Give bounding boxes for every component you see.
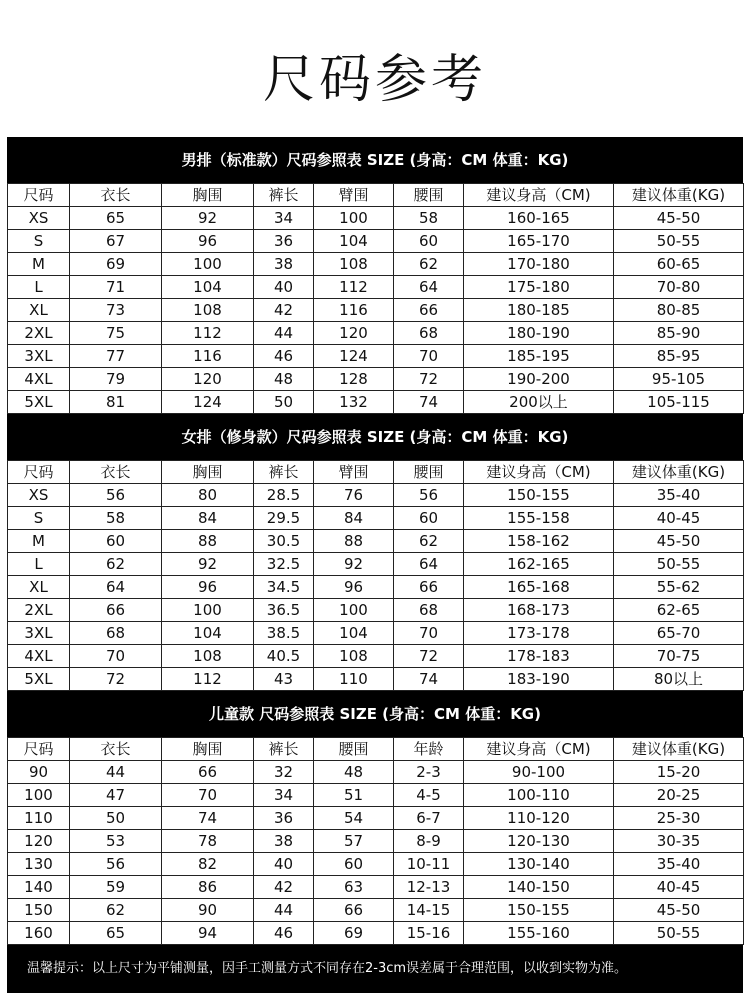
table-cell: 140 xyxy=(8,876,70,899)
table-cell: 60 xyxy=(394,230,464,253)
table-row xyxy=(8,668,744,691)
table-cell: 4-5 xyxy=(394,784,464,807)
table-cell: 66 xyxy=(162,761,254,784)
table-cell: 62-65 xyxy=(614,599,744,622)
table-cell: 71 xyxy=(70,276,162,299)
table-cell: 112 xyxy=(162,668,254,691)
table-cell: 44 xyxy=(254,899,314,922)
table-cell: 68 xyxy=(394,599,464,622)
table-cell: 25-30 xyxy=(614,807,744,830)
table-cell: 45-50 xyxy=(614,530,744,553)
table-cell: 45-50 xyxy=(614,207,744,230)
table-row xyxy=(8,761,744,784)
table-cell: 90 xyxy=(162,899,254,922)
column-header: 尺码 xyxy=(8,184,70,207)
table-cell: 120 xyxy=(314,322,394,345)
table-cell: 34 xyxy=(254,784,314,807)
table-cell: 56 xyxy=(394,484,464,507)
table-cell: 90 xyxy=(8,761,70,784)
table-row xyxy=(8,899,744,922)
table-cell: 180-185 xyxy=(464,299,614,322)
table-cell: M xyxy=(8,253,70,276)
table-cell: 2-3 xyxy=(394,761,464,784)
table-cell: 68 xyxy=(70,622,162,645)
table-row xyxy=(8,599,744,622)
table-cell: 75 xyxy=(70,322,162,345)
table-cell: 50 xyxy=(70,807,162,830)
table-cell: 50 xyxy=(254,391,314,414)
table-cell: 64 xyxy=(394,276,464,299)
table-cell: 2XL xyxy=(8,322,70,345)
table-cell: 62 xyxy=(394,253,464,276)
table-cell: 40-45 xyxy=(614,876,744,899)
table-cell: 20-25 xyxy=(614,784,744,807)
table-cell: 67 xyxy=(70,230,162,253)
table-cell: 165-170 xyxy=(464,230,614,253)
column-header: 裤长 xyxy=(254,738,314,761)
table-row xyxy=(8,922,744,945)
table-cell: 12-13 xyxy=(394,876,464,899)
table-cell: 160-165 xyxy=(464,207,614,230)
table-cell: 82 xyxy=(162,853,254,876)
column-header: 胸围 xyxy=(162,184,254,207)
table-cell: 66 xyxy=(394,576,464,599)
table-cell: 3XL xyxy=(8,622,70,645)
table-cell: 29.5 xyxy=(254,507,314,530)
table-cell: 56 xyxy=(70,853,162,876)
table-cell: 5XL xyxy=(8,668,70,691)
table-cell: 110 xyxy=(8,807,70,830)
table-cell: 48 xyxy=(254,368,314,391)
table-cell: 4XL xyxy=(8,368,70,391)
table-cell: 92 xyxy=(314,553,394,576)
table-cell: 74 xyxy=(162,807,254,830)
table-cell: 15-16 xyxy=(394,922,464,945)
table-cell: 34.5 xyxy=(254,576,314,599)
table-cell: 58 xyxy=(394,207,464,230)
table-cell: S xyxy=(8,507,70,530)
table-cell: XS xyxy=(8,207,70,230)
table-cell: 50-55 xyxy=(614,230,744,253)
table-cell: 62 xyxy=(70,553,162,576)
table-cell: 112 xyxy=(314,276,394,299)
table-cell: 46 xyxy=(254,345,314,368)
table-cell: 74 xyxy=(394,391,464,414)
table-cell: 38 xyxy=(254,830,314,853)
table-cell: 72 xyxy=(394,645,464,668)
column-header: 裤长 xyxy=(254,461,314,484)
column-header: 年龄 xyxy=(394,738,464,761)
table-cell: XL xyxy=(8,576,70,599)
table-cell: 42 xyxy=(254,876,314,899)
table-cell: 32.5 xyxy=(254,553,314,576)
table-cell: 85-95 xyxy=(614,345,744,368)
table-cell: M xyxy=(8,530,70,553)
size-table xyxy=(7,737,744,945)
table-cell: 108 xyxy=(162,299,254,322)
table-cell: 124 xyxy=(162,391,254,414)
table-cell: 140-150 xyxy=(464,876,614,899)
table-cell: 90-100 xyxy=(464,761,614,784)
table-cell: 3XL xyxy=(8,345,70,368)
table-cell: 4XL xyxy=(8,645,70,668)
table-cell: 112 xyxy=(162,322,254,345)
table-cell: 178-183 xyxy=(464,645,614,668)
column-header: 建议身高（CM) xyxy=(464,184,614,207)
table-cell: 64 xyxy=(394,553,464,576)
table-cell: 56 xyxy=(70,484,162,507)
table-cell: 80以上 xyxy=(614,668,744,691)
table-cell: 168-173 xyxy=(464,599,614,622)
page-title: 尺码参考 xyxy=(262,50,487,110)
table-cell: 165-168 xyxy=(464,576,614,599)
table-cell: 116 xyxy=(162,345,254,368)
table-cell: 50-55 xyxy=(614,922,744,945)
table-cell: 46 xyxy=(254,922,314,945)
table-cell: 175-180 xyxy=(464,276,614,299)
table-cell: 108 xyxy=(314,253,394,276)
table-cell: 104 xyxy=(162,276,254,299)
table-cell: 44 xyxy=(70,761,162,784)
table-cell: 28.5 xyxy=(254,484,314,507)
table-cell: 70 xyxy=(394,345,464,368)
table-cell: 30.5 xyxy=(254,530,314,553)
table-cell: 15-20 xyxy=(614,761,744,784)
section-header: 男排（标准款）尺码参照表 SIZE (身高：CM 体重：KG) xyxy=(7,137,743,183)
table-cell: 162-165 xyxy=(464,553,614,576)
table-cell: 84 xyxy=(314,507,394,530)
table-cell: 66 xyxy=(314,899,394,922)
table-row xyxy=(8,784,744,807)
table-cell: 60 xyxy=(70,530,162,553)
table-cell: 72 xyxy=(394,368,464,391)
table-cell: 105-115 xyxy=(614,391,744,414)
column-header: 腰围 xyxy=(394,184,464,207)
table-cell: 70-80 xyxy=(614,276,744,299)
column-header: 腰围 xyxy=(394,461,464,484)
table-cell: 120 xyxy=(8,830,70,853)
size-table xyxy=(7,183,744,414)
table-cell: 116 xyxy=(314,299,394,322)
table-cell: 10-11 xyxy=(394,853,464,876)
table-row xyxy=(8,553,744,576)
table-cell: 38.5 xyxy=(254,622,314,645)
table-cell: 66 xyxy=(394,299,464,322)
column-header: 臂围 xyxy=(314,184,394,207)
table-cell: 44 xyxy=(254,322,314,345)
column-header: 衣长 xyxy=(70,461,162,484)
table-row xyxy=(8,853,744,876)
table-cell: 110 xyxy=(314,668,394,691)
table-cell: 69 xyxy=(70,253,162,276)
table-cell: 158-162 xyxy=(464,530,614,553)
table-cell: 88 xyxy=(314,530,394,553)
table-cell: 128 xyxy=(314,368,394,391)
table-row xyxy=(8,322,744,345)
table-cell: 2XL xyxy=(8,599,70,622)
column-header: 建议体重(KG) xyxy=(614,461,744,484)
table-cell: 86 xyxy=(162,876,254,899)
column-header: 建议体重(KG) xyxy=(614,184,744,207)
table-cell: 185-195 xyxy=(464,345,614,368)
table-cell: 108 xyxy=(314,645,394,668)
table-cell: 73 xyxy=(70,299,162,322)
table-cell: 66 xyxy=(70,599,162,622)
table-cell: 36 xyxy=(254,230,314,253)
table-cell: 84 xyxy=(162,507,254,530)
table-row xyxy=(8,345,744,368)
table-cell: 65-70 xyxy=(614,622,744,645)
table-cell: 100 xyxy=(8,784,70,807)
table-cell: 95-105 xyxy=(614,368,744,391)
table-cell: 62 xyxy=(394,530,464,553)
footer-note: 温馨提示：以上尺寸为平铺测量，因手工测量方式不同存在2-3cm误差属于合理范围，以收到实物为准。 xyxy=(7,945,743,993)
table-cell: 100 xyxy=(162,599,254,622)
column-header: 衣长 xyxy=(70,738,162,761)
table-row xyxy=(8,576,744,599)
table-cell: 100 xyxy=(162,253,254,276)
table-cell: 155-158 xyxy=(464,507,614,530)
table-cell: 79 xyxy=(70,368,162,391)
table-row xyxy=(8,230,744,253)
table-cell: 8-9 xyxy=(394,830,464,853)
table-cell: 54 xyxy=(314,807,394,830)
table-cell: 58 xyxy=(70,507,162,530)
table-cell: 45-50 xyxy=(614,899,744,922)
table-cell: 110-120 xyxy=(464,807,614,830)
column-header: 胸围 xyxy=(162,738,254,761)
table-cell: 96 xyxy=(314,576,394,599)
table-cell: 64 xyxy=(70,576,162,599)
table-row xyxy=(8,391,744,414)
table-cell: 96 xyxy=(162,230,254,253)
table-row xyxy=(8,807,744,830)
table-cell: 155-160 xyxy=(464,922,614,945)
table-cell: 150-155 xyxy=(464,484,614,507)
table-header-row xyxy=(8,738,744,761)
table-row xyxy=(8,368,744,391)
table-cell: 104 xyxy=(314,230,394,253)
table-cell: 14-15 xyxy=(394,899,464,922)
column-header: 建议体重(KG) xyxy=(614,738,744,761)
table-cell: 68 xyxy=(394,322,464,345)
table-cell: 100 xyxy=(314,599,394,622)
table-cell: 132 xyxy=(314,391,394,414)
table-cell: 200以上 xyxy=(464,391,614,414)
table-cell: 76 xyxy=(314,484,394,507)
table-cell: 70 xyxy=(394,622,464,645)
table-header-row xyxy=(8,184,744,207)
table-cell: 85-90 xyxy=(614,322,744,345)
table-cell: 62 xyxy=(70,899,162,922)
table-cell: 180-190 xyxy=(464,322,614,345)
table-cell: 53 xyxy=(70,830,162,853)
table-cell: 69 xyxy=(314,922,394,945)
table-cell: 80-85 xyxy=(614,299,744,322)
column-header: 建议身高（CM) xyxy=(464,738,614,761)
table-cell: 72 xyxy=(70,668,162,691)
table-cell: 32 xyxy=(254,761,314,784)
table-cell: 92 xyxy=(162,553,254,576)
table-cell: 88 xyxy=(162,530,254,553)
table-cell: 40-45 xyxy=(614,507,744,530)
size-table xyxy=(7,460,744,691)
table-row xyxy=(8,530,744,553)
table-cell: 74 xyxy=(394,668,464,691)
table-cell: 60-65 xyxy=(614,253,744,276)
table-cell: 78 xyxy=(162,830,254,853)
table-cell: 150-155 xyxy=(464,899,614,922)
table-cell: XS xyxy=(8,484,70,507)
table-cell: 170-180 xyxy=(464,253,614,276)
table-cell: 81 xyxy=(70,391,162,414)
table-cell: XL xyxy=(8,299,70,322)
table-cell: 160 xyxy=(8,922,70,945)
table-cell: 38 xyxy=(254,253,314,276)
column-header: 尺码 xyxy=(8,738,70,761)
table-cell: 40 xyxy=(254,853,314,876)
table-cell: 183-190 xyxy=(464,668,614,691)
table-cell: 40.5 xyxy=(254,645,314,668)
table-header-row xyxy=(8,461,744,484)
table-cell: 6-7 xyxy=(394,807,464,830)
column-header: 裤长 xyxy=(254,184,314,207)
table-cell: 51 xyxy=(314,784,394,807)
column-header: 建议身高（CM) xyxy=(464,461,614,484)
table-cell: 30-35 xyxy=(614,830,744,853)
table-cell: 77 xyxy=(70,345,162,368)
table-cell: 60 xyxy=(394,507,464,530)
table-row xyxy=(8,507,744,530)
column-header: 尺码 xyxy=(8,461,70,484)
table-cell: 34 xyxy=(254,207,314,230)
table-cell: 65 xyxy=(70,922,162,945)
table-row xyxy=(8,299,744,322)
table-cell: 35-40 xyxy=(614,853,744,876)
table-cell: 100-110 xyxy=(464,784,614,807)
table-cell: 65 xyxy=(70,207,162,230)
table-cell: 124 xyxy=(314,345,394,368)
table-cell: 47 xyxy=(70,784,162,807)
table-row xyxy=(8,645,744,668)
table-cell: 60 xyxy=(314,853,394,876)
table-cell: 57 xyxy=(314,830,394,853)
size-charts xyxy=(7,137,743,993)
table-cell: 70 xyxy=(70,645,162,668)
table-row xyxy=(8,253,744,276)
table-cell: L xyxy=(8,276,70,299)
table-cell: 100 xyxy=(314,207,394,230)
table-cell: 36.5 xyxy=(254,599,314,622)
table-cell: 130 xyxy=(8,853,70,876)
table-cell: 104 xyxy=(314,622,394,645)
table-cell: 173-178 xyxy=(464,622,614,645)
table-row xyxy=(8,876,744,899)
table-cell: 55-62 xyxy=(614,576,744,599)
table-cell: 104 xyxy=(162,622,254,645)
table-cell: 43 xyxy=(254,668,314,691)
table-cell: 35-40 xyxy=(614,484,744,507)
table-cell: 80 xyxy=(162,484,254,507)
table-row xyxy=(8,276,744,299)
table-cell: 40 xyxy=(254,276,314,299)
table-cell: 108 xyxy=(162,645,254,668)
column-header: 腰围 xyxy=(314,738,394,761)
table-cell: 70 xyxy=(162,784,254,807)
table-row xyxy=(8,484,744,507)
table-cell: 63 xyxy=(314,876,394,899)
table-cell: 130-140 xyxy=(464,853,614,876)
table-cell: 96 xyxy=(162,576,254,599)
section-header: 儿童款 尺码参照表 SIZE (身高：CM 体重：KG) xyxy=(7,691,743,737)
column-header: 衣长 xyxy=(70,184,162,207)
table-row xyxy=(8,207,744,230)
table-cell: 190-200 xyxy=(464,368,614,391)
table-cell: 120-130 xyxy=(464,830,614,853)
column-header: 臂围 xyxy=(314,461,394,484)
table-cell: 94 xyxy=(162,922,254,945)
table-cell: 5XL xyxy=(8,391,70,414)
table-cell: 50-55 xyxy=(614,553,744,576)
table-cell: 150 xyxy=(8,899,70,922)
table-cell: 42 xyxy=(254,299,314,322)
table-cell: 120 xyxy=(162,368,254,391)
table-cell: 59 xyxy=(70,876,162,899)
table-row xyxy=(8,830,744,853)
table-cell: S xyxy=(8,230,70,253)
table-cell: 92 xyxy=(162,207,254,230)
section-header: 女排（修身款）尺码参照表 SIZE (身高：CM 体重：KG) xyxy=(7,414,743,460)
table-cell: 36 xyxy=(254,807,314,830)
table-cell: L xyxy=(8,553,70,576)
table-row xyxy=(8,622,744,645)
table-cell: 48 xyxy=(314,761,394,784)
table-cell: 70-75 xyxy=(614,645,744,668)
column-header: 胸围 xyxy=(162,461,254,484)
